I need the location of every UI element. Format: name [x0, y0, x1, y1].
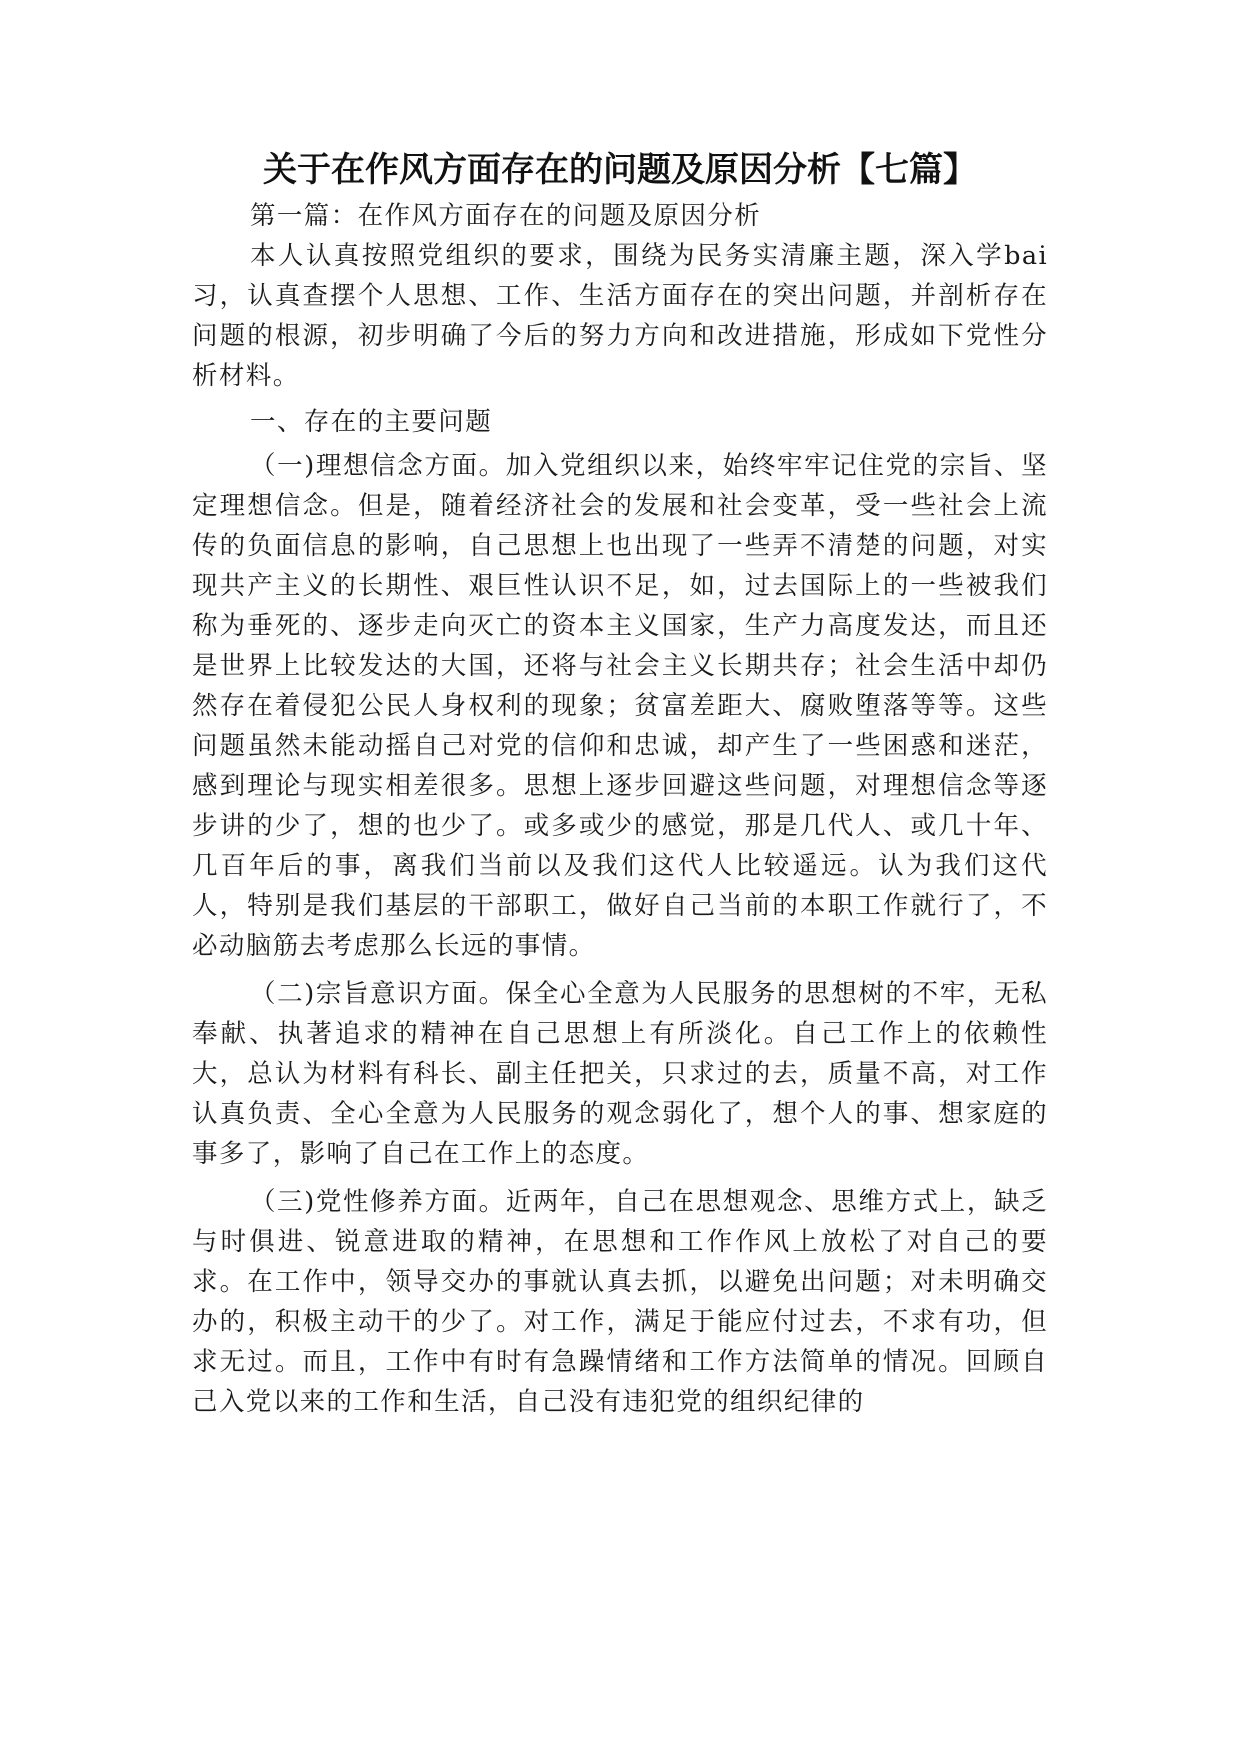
paragraph-ideals-beliefs: （一)理想信念方面。加入党组织以来，始终牢牢记住党的宗旨、坚定理想信念。但是，随着经济社会的发展和社会变革，受一些社会上流传的负面信息的影响，自己思想上也出现了一些弄不清楚的问题，对实现共产主义的长期性、艰巨性认识不足，如，过去国际上的一些被我们称为垂死的、逐步走向灭亡的资本主义国家，生产力高度发达，而且还是世界上比较发达的大国，还将与社会主义长期共存；社会生活中却仍然存在着侵犯公民人身权利的现象；贫富差距大、腐败堕落等等。这些问题虽然未能动摇自己对党的信仰和忠诚，却产生了一些困惑和迷茫，感到理论与现实相差很多。思想上逐步回避这些问题，对理想信念等逐步讲的少了，想的也少了。或多或少的感觉，那是几代人、或几十年、几百年后的事，离我们当前以及我们这代人比较遥远。认为我们这代人，特别是我们基层的干部职工，做好自己当前的本职工作就行了，不必动脑筋去考虑那么长远的事情。 — [192, 451, 1048, 961]
paragraph-intro: 本人认真按照党组织的要求，围绕为民务实清廉主题，深入学bai 习，认真查摆个人思想、工作、生活方面存在的突出问题，并剖析存在问题的根源，初步明确了今后的努力方向和改进措施，形成如下党性分析材料。 — [192, 241, 1048, 391]
paragraph-party-cultivation: （三)党性修养方面。近两年，自己在思想观念、思维方式上，缺乏与时俱进、锐意进取的精神，在思想和工作作风上放松了对自己的要求。在工作中，领导交办的事就认真去抓，以避免出问题；对未明确交办的，积极主动干的少了。对工作，满足于能应付过去，不求有功，但求无过。而且，工作中有时有急躁情绪和工作方法简单的情况。回顾自己入党以来的工作和生活，自己没有违犯党的组织纪律的 — [192, 1187, 1048, 1417]
document-body — [192, 196, 1048, 1422]
section-heading-main-problems: 一、存在的主要问题 — [250, 407, 493, 437]
paragraph-purpose-awareness: （二)宗旨意识方面。保全心全意为人民服务的思想树的不牢，无私奉献、执著追求的精神在自己思想上有所淡化。自己工作上的依赖性大，总认为材料有科长、副主任把关，只求过的去，质量不高，对工作认真负责、全心全意为人民服务的观念弱化了，想个人的事、想家庭的事多了，影响了自己在工作上的态度。 — [192, 979, 1048, 1169]
document-title: 关于在作风方面存在的问题及原因分析【七篇】 — [263, 150, 977, 190]
section-subtitle: 第一篇：在作风方面存在的问题及原因分析 — [250, 201, 762, 231]
